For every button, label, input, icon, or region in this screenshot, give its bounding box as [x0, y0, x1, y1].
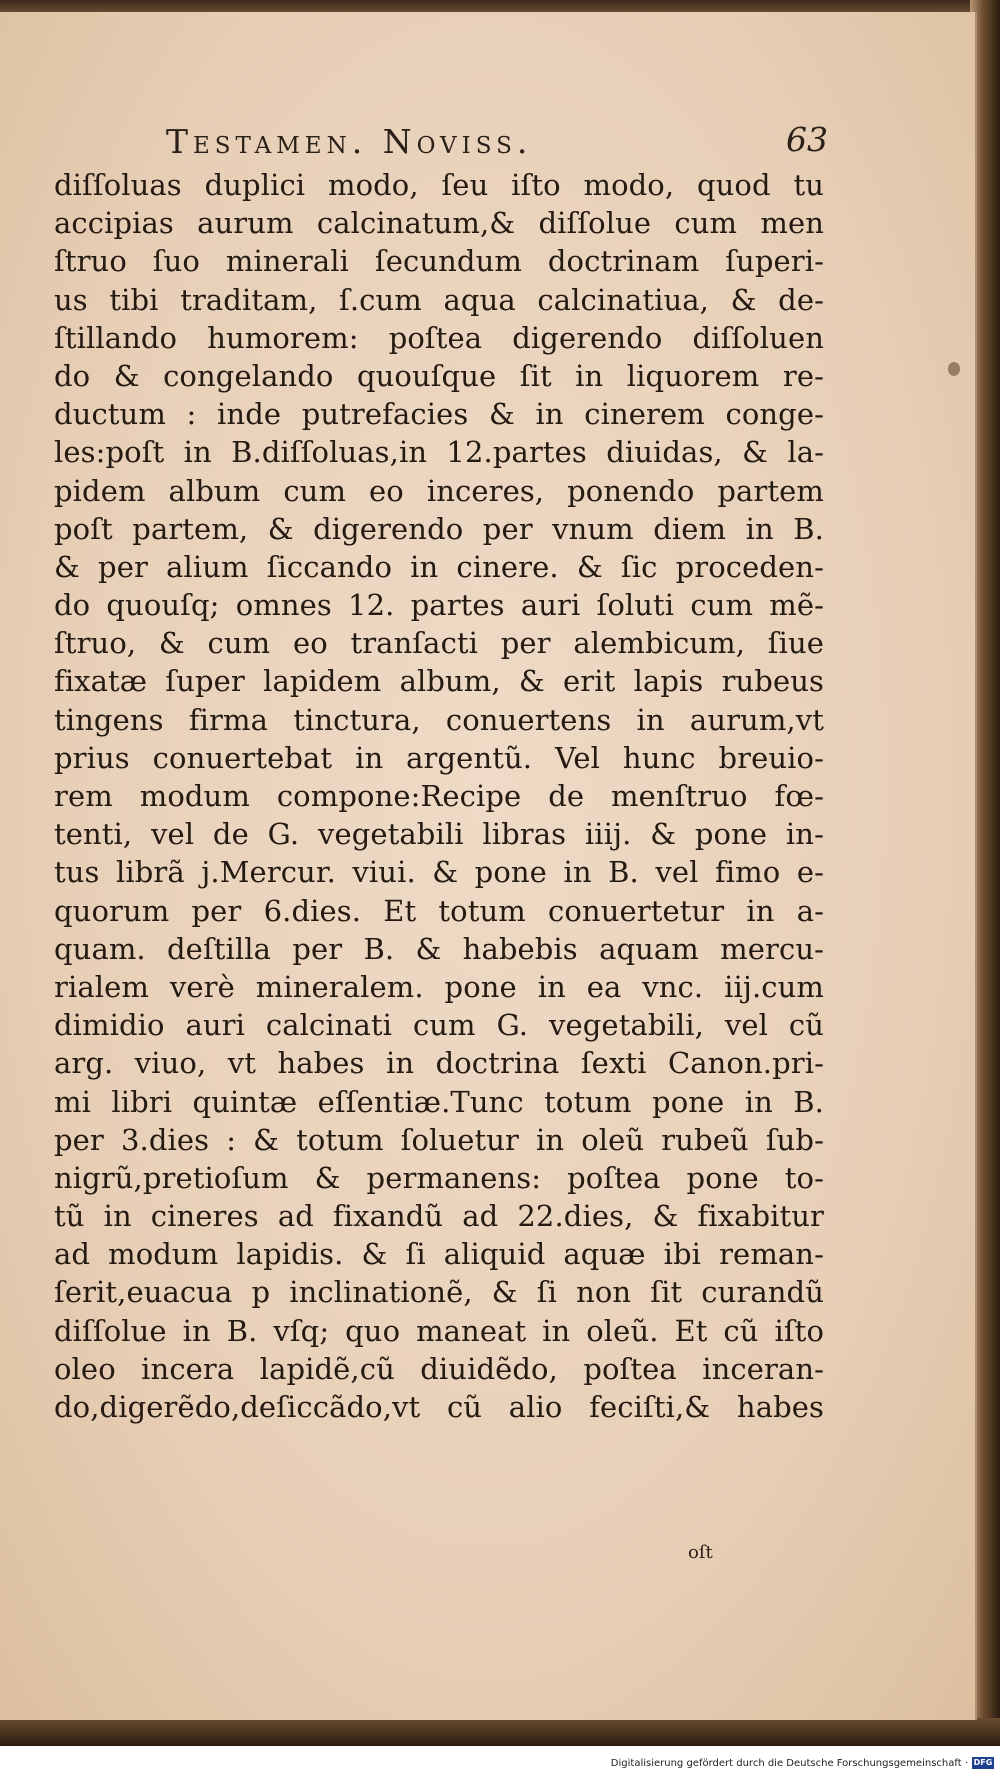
- text-line: poſt partem, & digerendo per vnum diem in B.: [54, 511, 824, 546]
- text-line: rem modum compone:Recipe de menſtruo fœ-: [54, 779, 824, 813]
- text-line: ſerit,euacua p inclinationẽ, & ſi non ſit curandũ: [54, 1275, 824, 1310]
- text-line: fixatæ ſuper lapidem album, & erit lapis rubeus: [54, 664, 824, 699]
- text-line: ſtillando humorem: poſtea digerendo diſſoluen: [54, 320, 824, 355]
- text-line: tus librã j.Mercur. viui. & pone in B. vel fimo e-: [54, 855, 824, 890]
- page-number: 63: [786, 120, 828, 159]
- body-text: [54, 166, 824, 1426]
- page-content: [54, 120, 828, 1426]
- text-line: accipias aurum calcinatum,& diſſolue cum men: [54, 206, 824, 241]
- book-page: [0, 12, 977, 1720]
- footer-credit: Digitalisierung gefördert durch die Deutsche Forschungsgemeinschaft ·: [610, 1758, 968, 1769]
- text-line: & per alium ſiccando in cinere. & ſic proceden-: [54, 549, 824, 584]
- text-line: us tibi traditam, ſ.cum aqua calcinatiua, & de-: [54, 282, 824, 317]
- dfg-logo: DFG: [973, 1758, 993, 1767]
- text-line: pidem album cum eo inceres, ponendo partem: [54, 473, 824, 508]
- text-line: ductum : inde putrefacies & in cinerem conge-: [54, 397, 824, 432]
- text-line: quam. deſtilla per B. & habebis aquam mercu-: [54, 931, 824, 966]
- text-line: diſſolue in B. vſq; quo maneat in oleũ. Et cũ iſto: [54, 1313, 824, 1348]
- text-line: do & congelando quouſque ſit in liquorem re-: [54, 358, 824, 393]
- text-line: do,digerẽdo,deſiccãdo,vt cũ alio feciſti,& habes: [54, 1390, 824, 1424]
- text-line: nigrũ,pretioſum & permanens: poſtea pone to-: [54, 1160, 824, 1195]
- text-line: dimidio auri calcinati cum G. vegetabili, vel cũ: [54, 1008, 824, 1043]
- text-line: oleo incera lapidẽ,cũ diuidẽdo, poſtea inceran-: [54, 1351, 824, 1386]
- text-line: diſſoluas duplici modo, ſeu iſto modo, quod tu: [54, 168, 824, 202]
- page-header: [54, 120, 828, 166]
- ink-spot: [948, 362, 960, 376]
- text-line: per 3.dies : & totum ſoluetur in oleũ rubeũ ſub-: [54, 1122, 824, 1157]
- text-line: tingens firma tinctura, conuertens in aurum,vt: [54, 702, 824, 737]
- text-line: ad modum lapidis. & ſi aliquid aquæ ibi reman-: [54, 1237, 824, 1272]
- text-line: do quouſq; omnes 12. partes auri ſoluti cum mẽ-: [54, 588, 824, 623]
- text-line: arg. viuo, vt habes in doctrina ſexti Canon.pri-: [54, 1046, 824, 1081]
- book-edge-bottom: [0, 1718, 1000, 1746]
- text-line: rialem verè mineralem. pone in ea vnc. iij.cum: [54, 969, 824, 1004]
- text-line: les:poſt in B.diſſoluas,in 12.partes diuidas, & la-: [54, 435, 824, 470]
- text-line: mi libri quintæ eſſentiæ.Tunc totum pone in B.: [54, 1084, 824, 1119]
- text-line: ſtruo ſuo minerali ſecundum doctrinam ſuperi-: [54, 244, 824, 279]
- catchword: oſt: [688, 1542, 713, 1563]
- text-line: tenti, vel de G. vegetabili libras iiij. & pone in-: [54, 817, 824, 852]
- text-line: ſtruo, & cum eo tranſacti per alembicum, ſiue: [54, 626, 824, 661]
- text-line: quorum per 6.dies. Et totum conuertetur in a-: [54, 893, 824, 928]
- text-line: prius conuertebat in argentũ. Vel hunc breuio-: [54, 740, 824, 775]
- text-line: tũ in cineres ad fixandũ ad 22.dies, & fixabitur: [54, 1199, 824, 1234]
- running-title: Testamen. Noviss.: [166, 122, 533, 161]
